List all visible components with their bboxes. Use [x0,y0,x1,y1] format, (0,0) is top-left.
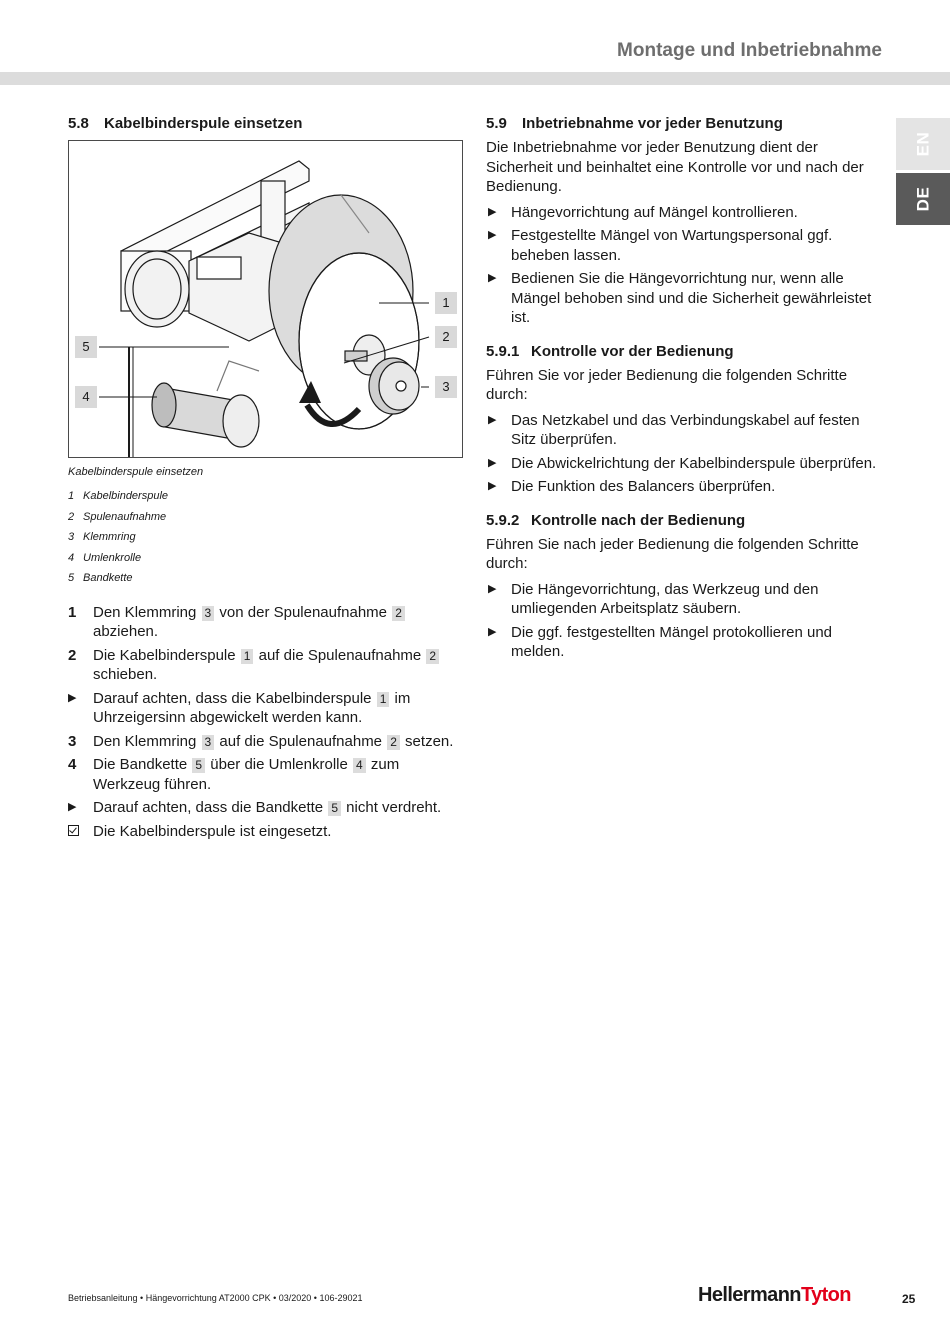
reference-badge: 1 [377,692,390,707]
step-text: Darauf achten, dass die Bandkette [93,799,328,816]
hellermanntyton-logo [698,1284,851,1307]
step-text: Die Kabelbinderspule [93,646,240,664]
legend-label: Umlenkrolle [83,551,142,564]
list-item [486,269,886,328]
callout-2: 2 [435,326,457,348]
legend-label: Bandkette [83,572,133,584]
logo-text-part1: Hellermann [698,1284,801,1306]
list-item [486,411,886,450]
instruction-steps [68,603,463,842]
result-item [68,822,463,842]
legend-number: 4 [68,551,75,564]
page-number: 25 [902,1292,916,1306]
footer-document-info: Betriebsanleitung • Hängevorrichtung AT2000 CPK • 03/2020 • 106-29021 [68,1293,363,1303]
list-item-text: Die ggf. festgestellten Mängel protokollieren und melden. [511,623,833,660]
section-5-9-1-text: Führen Sie vor jeder Bedienung die folgenden Schritte durch: [486,366,848,403]
section-title: Kontrolle nach der Bedienung [531,511,746,529]
step-number: 4 [68,756,77,773]
section-5-9-1-heading [486,342,886,362]
section-5-9-text: Die Inbetriebnahme vor jeder Benutzung dient der Sicherheit und beinhaltet eine Kontrolle vor und nach der Bedienung. [486,139,864,195]
section-number: 5.9 [486,115,507,132]
step-text: auf die Spulenaufnahme [215,732,387,750]
callout-1: 1 [435,292,457,314]
reference-badge: 5 [192,758,205,773]
callout-4: 4 [75,386,97,408]
section-5-9-heading [486,114,886,134]
callout-5: 5 [75,336,97,358]
list-item-text: Festgestellte Mängel von Wartungspersonal ggf. beheben lassen. [511,227,833,264]
section-5-9-bullets [486,203,886,328]
legend-number: 5 [68,572,75,584]
step-text: von der Spulenaufnahme [215,603,392,621]
step-number: 1 [68,603,77,621]
triangle-bullet-icon: ▶ [488,205,497,218]
legend-number: 3 [68,531,75,543]
step-number: 2 [68,646,77,664]
section-number: 5.9.2 [486,511,520,529]
spool-illustration [68,140,463,458]
step-item [68,689,463,728]
step-text: abziehen. [93,623,159,640]
list-item-text: Die Abwickelrichtung der Kabelbinderspule überprüfen. [511,454,877,472]
step-text: Darauf achten, dass die Kabelbinderspule [93,689,376,707]
step-text: zum Werkzeug führen. [93,756,400,793]
step-item [68,755,463,794]
step-text: schieben. [93,666,158,683]
language-tab-en[interactable] [896,118,950,170]
step-item [68,732,463,752]
legend-label: Spulenaufnahme [83,510,167,523]
triangle-bullet-icon: ▶ [488,229,497,241]
spool-drawing [69,141,462,457]
triangle-bullet-icon: ▶ [488,625,497,638]
right-column [486,114,886,668]
legend-item [68,527,463,548]
checkbox-checked-icon [68,825,79,836]
page-header-title: Montage und Inbetriebnahme [617,40,882,61]
legend-item [68,507,463,528]
section-5-9-2-text: Führen Sie nach jeder Bedienung die folgenden Schritte durch: [486,535,859,572]
logo-text-part2: Tyton [800,1284,851,1306]
step-text: auf die Spulenaufnahme [254,646,426,664]
step-number: 3 [68,732,77,750]
language-tab-de-label: DE [913,186,932,212]
section-5-9-1-bullets [486,411,886,497]
list-item-text: Die Hängevorrichtung, das Werkzeug und den umliegenden Arbeitsplatz säubern. [511,580,819,617]
reference-badge: 4 [353,758,366,773]
figure-caption: Kabelbinderspule einsetzen [68,466,204,478]
triangle-bullet-icon: ▶ [68,691,77,704]
reference-badge: 2 [387,735,400,750]
section-5-8-heading [68,114,463,134]
legend-label: Kabelbinderspule [83,490,169,502]
step-text: über die Umlenkrolle [206,756,352,773]
language-tab-de[interactable] [896,173,950,225]
reference-badge: 2 [426,649,439,664]
list-item [486,580,886,619]
list-item-text: Das Netzkabel und das Verbindungskabel auf festen Sitz überprüfen. [511,411,860,448]
triangle-bullet-icon: ▶ [488,413,497,426]
triangle-bullet-icon: ▶ [488,582,497,595]
result-text: Die Kabelbinderspule ist eingesetzt. [93,822,332,840]
list-item-text: Hängevorrichtung auf Mängel kontrollieren. [511,203,798,221]
legend-label: Klemmring [83,531,136,543]
section-5-9-2-bullets [486,580,886,662]
step-item [68,798,463,818]
list-item-text: Bedienen Sie die Hängevorrichtung nur, wenn alle Mängel behoben sind und die Sicherheit gewährleistet ist. [511,270,872,326]
section-title: Inbetriebnahme vor jeder Benutzung [522,115,783,132]
figure-legend [68,486,463,589]
reference-badge: 2 [392,606,405,621]
legend-number: 1 [68,490,75,502]
section-5-9-2-heading [486,511,886,531]
left-column [68,114,463,845]
triangle-bullet-icon: ▶ [68,801,77,813]
step-text: nicht verdreht. [342,799,442,816]
step-item [68,603,463,642]
legend-item [68,486,463,507]
step-item [68,646,463,685]
reference-badge: 5 [328,801,341,816]
triangle-bullet-icon: ▶ [488,456,497,469]
language-tab-en-label: EN [913,131,932,157]
legend-item [68,568,463,589]
legend-number: 2 [68,510,75,523]
list-item [486,226,886,265]
header-band [0,72,950,85]
section-number: 5.9.1 [486,342,520,360]
step-text: Den Klemmring [93,603,201,621]
triangle-bullet-icon: ▶ [488,272,497,284]
section-number: 5.8 [68,115,89,132]
step-text: Die Bandkette [93,756,192,773]
list-item [486,203,886,223]
legend-item [68,548,463,569]
triangle-bullet-icon: ▶ [488,480,497,492]
step-text: Den Klemmring [93,732,201,750]
section-title: Kabelbinderspule einsetzen [104,115,303,132]
callout-3: 3 [435,376,457,398]
reference-badge: 1 [241,649,254,664]
list-item [486,477,886,497]
reference-badge: 3 [202,735,215,750]
reference-badge: 3 [202,606,215,621]
step-text: im Uhrzeigersinn abgewickelt werden kann. [93,689,411,726]
list-item [486,454,886,474]
list-item [486,623,886,662]
step-text: setzen. [400,732,454,750]
list-item-text: Die Funktion des Balancers überprüfen. [511,478,776,495]
section-title: Kontrolle vor der Bedienung [531,342,734,360]
